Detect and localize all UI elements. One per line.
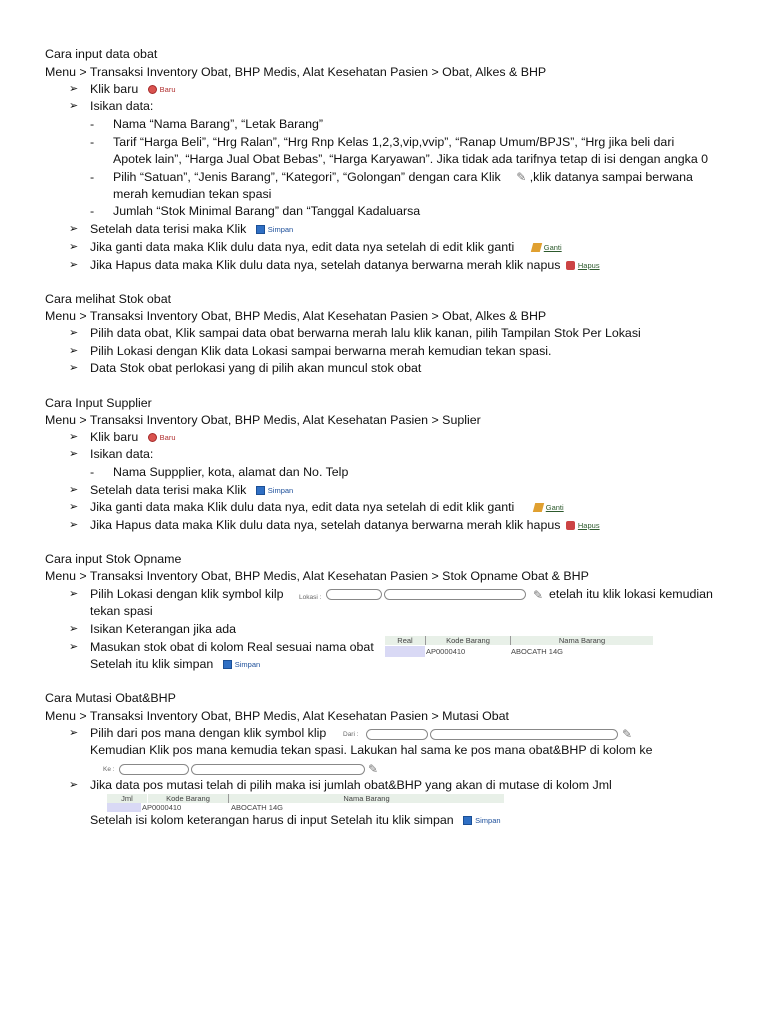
list-item-text: Pilih dari pos mana dengan klik symbol klip xyxy=(90,726,327,740)
ganti-button[interactable] xyxy=(534,503,564,513)
ke-code-field[interactable] xyxy=(119,764,189,775)
dash-marker: - xyxy=(90,117,95,131)
bullet-icon: ➢ xyxy=(69,431,79,443)
menu-path: Menu > Transaksi Inventory Obat, BHP Medis, Alat Kesehatan Pasien > Obat, Alkes & BHP xyxy=(45,65,547,79)
sub-item: merah kemudian tekan spasi xyxy=(113,187,272,201)
baru-label: Baru xyxy=(159,432,176,442)
list-item-text: etelah itu klik lokasi kemudian xyxy=(549,587,713,601)
list-item: Pilih data obat, Klik sampai data obat berwarna merah lalu klik kanan, pilih Tampilan Stok Per Lokasi xyxy=(90,326,641,340)
save-icon xyxy=(463,816,472,825)
bullet-icon: ➢ xyxy=(69,641,79,653)
grid-header-nama: Nama Barang xyxy=(511,636,653,645)
grid-cell-nama: ABOCATH 14G xyxy=(511,647,563,656)
section-title: Cara input data obat xyxy=(45,47,158,61)
section-title: Cara Mutasi Obat&BHP xyxy=(45,691,176,705)
dari-name-field[interactable] xyxy=(430,729,618,740)
grid-header-kode: Kode Barang xyxy=(426,636,511,645)
no-entry-icon xyxy=(148,433,157,442)
section-title: Cara Input Supplier xyxy=(45,396,152,410)
grid-header-kode: Kode Barang xyxy=(148,794,229,803)
grid-header-real: Real xyxy=(385,636,426,645)
list-item-text: Setelah isi kolom keterangan harus di input Setelah itu klik simpan xyxy=(90,813,454,827)
baru-button[interactable] xyxy=(148,85,176,95)
list-item-text: Jika Hapus data maka Klik dulu data nya, setelah datanya berwarna merah klik hapus xyxy=(90,518,561,532)
dash-marker: - xyxy=(90,135,95,149)
list-item-text: Jika Hapus data maka Klik dulu data nya, setelah datanya berwarna merah klik napus xyxy=(90,258,561,272)
list-item-text: Setelah data terisi maka Klik xyxy=(90,483,247,497)
grid-header-jml: Jml xyxy=(107,794,147,803)
lokasi-name-field[interactable] xyxy=(384,589,526,600)
bullet-icon: ➢ xyxy=(69,448,79,460)
no-entry-icon xyxy=(148,85,157,94)
menu-path: Menu > Transaksi Inventory Obat, BHP Medis, Alat Kesehatan Pasien > Stok Opname Obat & BHP xyxy=(45,569,589,583)
sub-item: Nama Suppplier, kota, alamat dan No. Telp xyxy=(113,465,349,479)
list-item xyxy=(90,812,501,829)
ganti-label: Ganti xyxy=(545,502,564,512)
ke-name-field[interactable] xyxy=(191,764,365,775)
list-item xyxy=(90,257,600,274)
menu-path: Menu > Transaksi Inventory Obat, BHP Medis, Alat Kesehatan Pasien > Mutasi Obat xyxy=(45,709,509,723)
sub-item: Apotek lain”, “Harga Jual Obat Bebas”, “Harga Karyawan”. Jika tidak ada tarifnya tetap di isi dengan angka 0 xyxy=(113,152,709,166)
simpan-button[interactable] xyxy=(463,816,500,826)
delete-icon xyxy=(566,521,575,530)
list-item: Jika data pos mutasi telah di pilih maka isi jumlah obat&BHP yang akan di mutase di kolom Jml xyxy=(90,778,612,792)
bullet-icon: ➢ xyxy=(69,345,79,357)
bullet-icon: ➢ xyxy=(69,779,79,791)
list-item: Isikan Keterangan jika ada xyxy=(90,622,237,636)
save-icon xyxy=(256,225,265,234)
ke-label: Ke : xyxy=(103,766,115,773)
list-item: Data Stok obat perlokasi yang di pilih akan muncul stok obat xyxy=(90,361,422,375)
paperclip-icon[interactable]: ✎ xyxy=(516,170,527,184)
list-item xyxy=(90,517,600,534)
edit-icon xyxy=(531,243,542,252)
dari-label: Dari : xyxy=(343,731,359,738)
list-item xyxy=(90,656,260,673)
list-item-text: Klik baru xyxy=(90,82,139,96)
bullet-icon: ➢ xyxy=(69,501,79,513)
paperclip-icon[interactable]: ✎ xyxy=(622,727,633,741)
list-item-text: Pilih Lokasi dengan klik symbol kilp xyxy=(90,587,284,601)
dash-marker: - xyxy=(90,204,95,218)
list-item: Pilih Lokasi dengan Klik data Lokasi sampai berwarna merah kemudian tekan spasi. xyxy=(90,344,552,358)
list-item xyxy=(90,239,562,256)
simpan-button[interactable] xyxy=(256,486,293,496)
dash-marker: - xyxy=(90,170,95,184)
sub-item xyxy=(113,169,693,186)
menu-path: Menu > Transaksi Inventory Obat, BHP Medis, Alat Kesehatan Pasien > Obat, Alkes & BHP xyxy=(45,309,547,323)
ganti-button[interactable] xyxy=(532,243,562,253)
list-item xyxy=(90,81,176,98)
bullet-icon: ➢ xyxy=(69,519,79,531)
grid-cell-jml[interactable] xyxy=(107,803,141,812)
sub-item: Nama “Nama Barang”, “Letak Barang” xyxy=(113,117,324,131)
simpan-label: Simpan xyxy=(475,815,501,825)
bullet-icon: ➢ xyxy=(69,727,79,739)
sub-item-text: ,klik datanya sampai berwana xyxy=(529,170,693,184)
delete-icon xyxy=(566,261,575,270)
edit-icon xyxy=(533,503,544,512)
list-item-text: Masukan stok obat di kolom Real sesuai nama obat xyxy=(90,640,374,654)
sub-item: Jumlah “Stok Minimal Barang” dan “Tanggal Kadaluarsa xyxy=(113,204,421,218)
sub-item: Tarif “Harga Beli”, “Hrg Ralan”, “Hrg Rnp Kelas 1,2,3,vip,vvip”, “Ranap Umum/BPJS”, “Hrg jika beli dari xyxy=(113,135,675,149)
paperclip-icon[interactable]: ✎ xyxy=(368,762,379,776)
bullet-icon: ➢ xyxy=(69,100,79,112)
lokasi-label: Lokasi : xyxy=(299,594,322,601)
list-item-text: tekan spasi xyxy=(90,604,153,618)
menu-path: Menu > Transaksi Inventory Obat, BHP Medis, Alat Kesehatan Pasien > Suplier xyxy=(45,413,481,427)
lokasi-code-field[interactable] xyxy=(326,589,382,600)
dari-code-field[interactable] xyxy=(366,729,428,740)
simpan-label: Simpan xyxy=(267,224,294,234)
grid-cell-nama: ABOCATH 14G xyxy=(231,803,283,812)
baru-label: Baru xyxy=(159,84,176,94)
grid-cell-kode: AP0000410 xyxy=(142,803,182,812)
list-item-text: Jika ganti data maka Klik dulu data nya, edit data nya setelah di edit klik ganti xyxy=(90,500,515,514)
hapus-label: Hapus xyxy=(577,260,600,270)
hapus-label: Hapus xyxy=(577,520,600,530)
section-title: Cara melihat Stok obat xyxy=(45,292,172,306)
bullet-icon: ➢ xyxy=(69,327,79,339)
grid-cell-kode: AP0000410 xyxy=(426,647,466,656)
paperclip-icon[interactable]: ✎ xyxy=(533,588,544,602)
bullet-icon: ➢ xyxy=(69,241,79,253)
list-item: Isikan data: xyxy=(90,99,154,113)
sub-item-text: Pilih “Satuan”, “Jenis Barang”, “Kategori”, “Golongan” dengan cara Klik xyxy=(113,170,501,184)
list-item xyxy=(90,499,564,516)
save-icon xyxy=(256,486,265,495)
section-title: Cara input Stok Opname xyxy=(45,552,182,566)
bullet-icon: ➢ xyxy=(69,362,79,374)
bullet-icon: ➢ xyxy=(69,83,79,95)
bullet-icon: ➢ xyxy=(69,623,79,635)
ganti-label: Ganti xyxy=(543,242,562,252)
list-item-text: Klik baru xyxy=(90,430,139,444)
grid-cell-real[interactable] xyxy=(385,646,425,657)
grid-header-nama: Nama Barang xyxy=(229,794,504,803)
bullet-icon: ➢ xyxy=(69,484,79,496)
simpan-label: Simpan xyxy=(234,659,261,669)
baru-button[interactable] xyxy=(148,433,176,443)
dash-marker: - xyxy=(90,465,95,479)
list-item xyxy=(90,482,293,499)
list-item-text: Setelah itu klik simpan xyxy=(90,657,214,671)
simpan-button[interactable] xyxy=(223,660,260,670)
simpan-button[interactable] xyxy=(256,225,293,235)
bullet-icon: ➢ xyxy=(69,223,79,235)
list-item-text: Setelah data terisi maka Klik xyxy=(90,222,247,236)
simpan-label: Simpan xyxy=(267,485,294,495)
list-item xyxy=(90,221,293,238)
list-item-text: Jika ganti data maka Klik dulu data nya, edit data nya setelah di edit klik ganti xyxy=(90,240,515,254)
hapus-button[interactable] xyxy=(566,521,600,531)
hapus-button[interactable] xyxy=(566,261,600,271)
list-item xyxy=(90,429,176,446)
bullet-icon: ➢ xyxy=(69,259,79,271)
save-icon xyxy=(223,660,232,669)
bullet-icon: ➢ xyxy=(69,588,79,600)
list-item: Isikan data: xyxy=(90,447,154,461)
list-item-text: Kemudian Klik pos mana kemudia tekan spasi. Lakukan hal sama ke pos mana obat&BHP di kolom ke xyxy=(90,743,653,757)
